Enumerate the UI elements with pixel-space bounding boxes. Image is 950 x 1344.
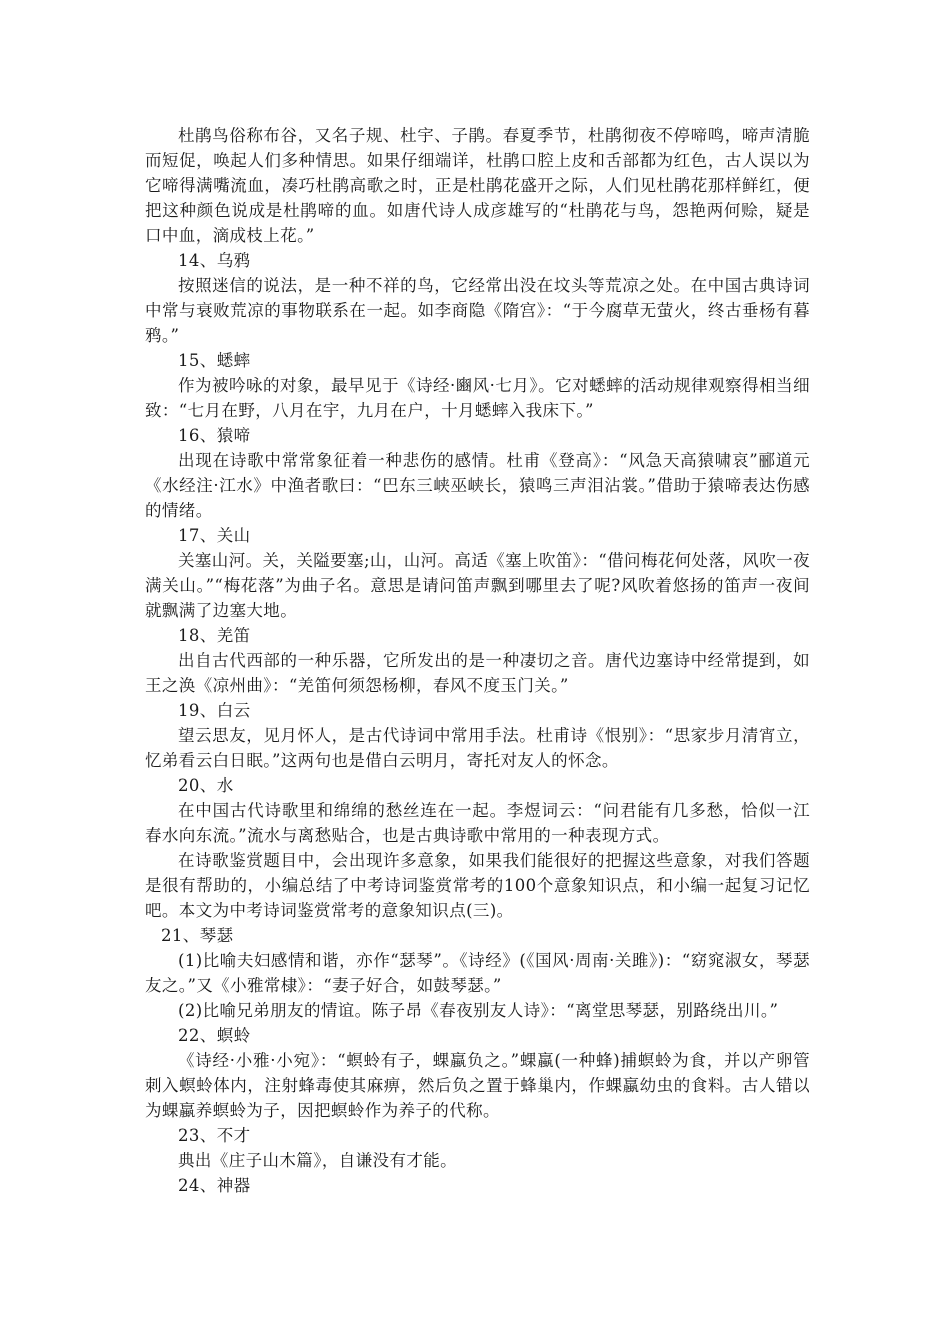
- paragraph-bucai: 典出《庄子山木篇》，自谦没有才能。: [178, 1151, 458, 1170]
- paragraph-intro: 在诗歌鉴赏题目中，会出现许多意象，如果我们能很好的把握这些意象，对我们答题是很有帮助的，小编总结了中考诗词鉴赏常考的100个意象知识点，和小编一起复习记忆吧。本文为中考诗词鉴赏常考的意象知识点(三)。: [145, 851, 810, 920]
- paragraph-shui: 在中国古代诗歌里和绵绵的愁丝连在一起。李煜词云：“问君能有几多愁，恰似一江春水向东流。”流水与离愁贴合，也是古典诗歌中常用的一种表现方式。: [145, 801, 810, 845]
- paragraph-dujuan: 杜鹃鸟俗称布谷，又名子规、杜宇、子鹃。春夏季节，杜鹃彻夜不停啼鸣，啼声清脆而短促，唤起人们多种情思。如果仔细端详，杜鹃口腔上皮和舌部都为红色，古人误以为它啼得满嘴流血，凑巧杜鹃高歌之时，正是杜鹃花盛开之际，人们见杜鹃花那样鲜红，便把这种颜色说成是杜鹃啼的血。如唐代诗人成彦雄写的“杜鹃花与鸟，怨艳两何赊，疑是口中血，滴成枝上花。”: [145, 126, 810, 245]
- paragraph-yuanti: 出现在诗歌中常常象征着一种悲伤的感情。杜甫《登高》：“风急天高猿啸哀”郦道元《水经注·江水》中渔者歌曰：“巴东三峡巫峡长，猿鸣三声泪沾裳。”借助于猿啼表达伤感的情绪。: [145, 451, 810, 520]
- heading-14-wuya: 14、乌鸦: [178, 251, 251, 270]
- paragraph-wuya: 按照迷信的说法，是一种不祥的鸟，它经常出没在坟头等荒凉之处。在中国古典诗词中常与衰败荒凉的事物联系在一起。如李商隐《隋宫》：“于今腐草无萤火，终古垂杨有暮鸦。”: [145, 276, 810, 345]
- heading-22-mingling: 22、螟蛉: [178, 1026, 251, 1045]
- paragraph-mingling: 《诗经·小雅·小宛》：“螟蛉有子，蜾蠃负之。”蜾蠃(一种蜂)捕螟蛉为食，并以产卵管刺入螟蛉体内，注射蜂毒使其麻痹，然后负之置于蜂巢内，作蜾蠃幼虫的食料。古人错以为蜾蠃养螟蛉为子，因把螟蛉作为养子的代称。: [145, 1051, 810, 1120]
- paragraph-baiyun: 望云思友，见月怀人，是古代诗词中常用手法。杜甫诗《恨别》：“思家步月清宵立，忆弟看云白日眠。”这两句也是借白云明月，寄托对友人的怀念。: [145, 726, 810, 770]
- heading-23-bucai: 23、不才: [178, 1126, 251, 1145]
- paragraph-qiangdi: 出自古代西部的一种乐器，它所发出的是一种凄切之音。唐代边塞诗中经常提到，如王之涣《凉州曲》：“羌笛何须怨杨柳，春风不度玉门关。”: [145, 651, 810, 695]
- paragraph-qinse-1: (1)比喻夫妇感情和谐，亦作“瑟琴”。《诗经》(《国风·周南·关雎》)：“窈窕淑女，琴瑟友之。”又《小雅常棣》：“妻子好合，如鼓琴瑟。”: [145, 951, 810, 995]
- heading-17-guanshan: 17、关山: [178, 526, 251, 545]
- paragraph-qinse-2: (2)比喻兄弟朋友的情谊。陈子昂《春夜别友人诗》：“离堂思琴瑟，别路绕出川。”: [178, 1001, 779, 1020]
- heading-20-shui: 20、水: [178, 776, 234, 795]
- heading-19-baiyun: 19、白云: [178, 701, 251, 720]
- heading-15-xishuai: 15、蟋蟀: [178, 351, 251, 370]
- heading-24-shenqi: 24、神器: [178, 1176, 251, 1195]
- paragraph-xishuai: 作为被吟咏的对象，最早见于《诗经·豳风·七月》。它对蟋蟀的活动规律观察得相当细致：“七月在野，八月在宇，九月在户，十月蟋蟀入我床下。”: [145, 376, 810, 420]
- paragraph-guanshan: 关塞山河。关，关隘要塞;山，山河。高适《塞上吹笛》：“借问梅花何处落，风吹一夜满关山。”“梅花落”为曲子名。意思是请问笛声飘到哪里去了呢?风吹着悠扬的笛声一夜间就飘满了边塞大地。: [145, 551, 810, 620]
- document-page: [145, 123, 810, 1198]
- heading-21-qinse: 21、琴瑟: [161, 926, 234, 945]
- heading-18-qiangdi: 18、羌笛: [178, 626, 251, 645]
- heading-16-yuanti: 16、猿啼: [178, 426, 251, 445]
